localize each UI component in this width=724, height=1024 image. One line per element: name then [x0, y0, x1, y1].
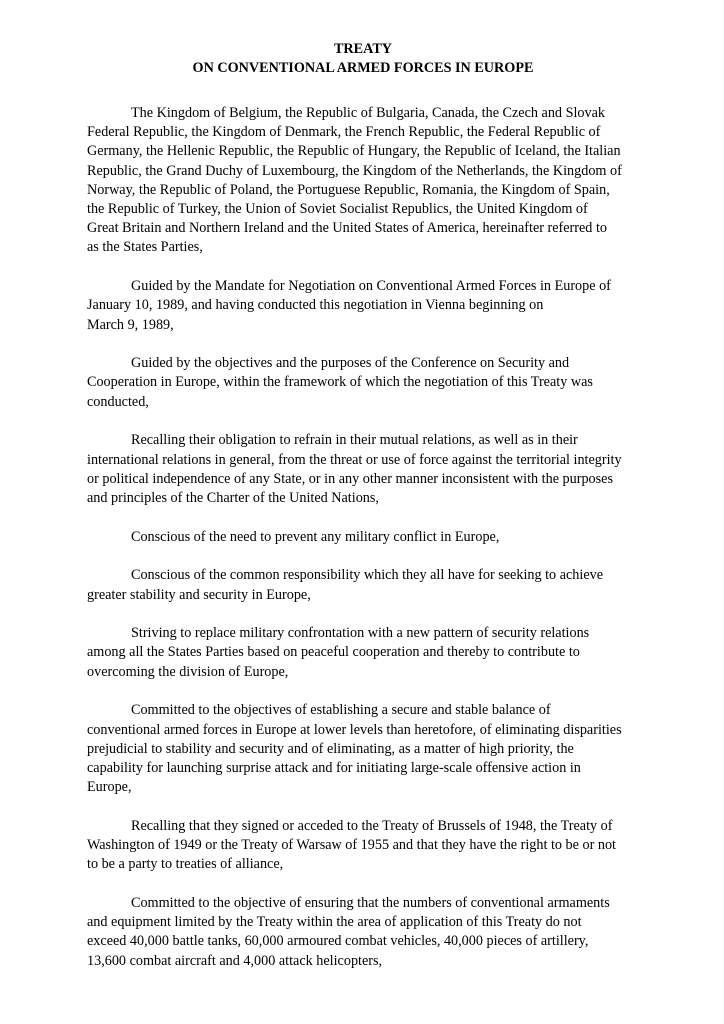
paragraph-line: international relations in general, from the threat or use of force against the territorial integrity [87, 451, 622, 468]
paragraph-line: conventional armed forces in Europe at lower levels than heretofore, of eliminating disparities [87, 721, 622, 738]
paragraph-line: Striving to replace military confrontation with a new pattern of security relations [131, 625, 590, 642]
paragraph [87, 354, 639, 412]
paragraph-line: Germany, the Hellenic Republic, the Republic of Hungary, the Republic of Iceland, the Italian [87, 143, 621, 160]
paragraph-line: Recalling their obligation to refrain in their mutual relations, as well as in their [131, 432, 578, 449]
paragraph [87, 624, 639, 682]
paragraph-line: Committed to the objective of ensuring that the numbers of conventional armaments [131, 895, 610, 911]
paragraph [87, 277, 639, 335]
paragraph-line: prejudicial to stability and security and of eliminating, as a matter of high priority, the [87, 740, 574, 757]
paragraph [87, 701, 639, 797]
paragraph-line: among all the States Parties based on peaceful cooperation and thereby to contribute to [87, 644, 580, 661]
paragraph [87, 528, 639, 547]
paragraph-line: Federal Republic, the Kingdom of Denmark, the French Republic, the Federal Republic of [87, 124, 601, 141]
paragraph-line: to be a party to treaties of alliance, [87, 856, 284, 873]
paragraph-line: and equipment limited by the Treaty within the area of application of this Treaty do not [87, 914, 582, 931]
paragraph-line: Great Britain and Northern Ireland and the United States of America, hereinafter referred to [87, 220, 607, 237]
paragraph-line: exceed 40,000 battle tanks, 60,000 armoured combat vehicles, 40,000 pieces of artillery, [87, 933, 589, 950]
paragraph-line: Committed to the objectives of establishing a secure and stable balance of [131, 702, 551, 719]
document-title [87, 40, 639, 78]
paragraph-line: The Kingdom of Belgium, the Republic of Bulgaria, Canada, the Czech and Slovak [131, 105, 605, 121]
document-page [87, 40, 639, 990]
paragraph-line: Conscious of the common responsibility which they all have for seeking to achieve [131, 567, 604, 584]
paragraph-line: overcoming the division of Europe, [87, 663, 289, 680]
paragraph-line: Washington of 1949 or the Treaty of Warsaw of 1955 and that they have the right to be or not [87, 837, 616, 854]
document-body [87, 104, 639, 971]
paragraph-line: Guided by the Mandate for Negotiation on Conventional Armed Forces in Europe of [131, 278, 611, 295]
paragraph [87, 817, 639, 875]
paragraph-line: January 10, 1989, and having conducted this negotiation in Vienna beginning on [87, 297, 544, 314]
title-line: TREATY [333, 41, 393, 57]
paragraph [87, 431, 639, 508]
title-line: ON CONVENTIONAL ARMED FORCES IN EUROPE [192, 60, 534, 76]
paragraph-line: and principles of the Charter of the United Nations, [87, 489, 379, 506]
paragraph-line: 13,600 combat aircraft and 4,000 attack helicopters, [87, 952, 383, 969]
paragraph-line: Europe, [87, 779, 132, 796]
paragraph-line: Republic, the Grand Duchy of Luxembourg, the Kingdom of the Netherlands, the Kingdom of [87, 162, 622, 179]
paragraph-line: capability for launching surprise attack and for initiating large-scale offensive action in [87, 759, 581, 776]
paragraph-line: greater stability and security in Europe, [87, 586, 311, 603]
paragraph [87, 894, 639, 971]
paragraph-line: conducted, [87, 393, 149, 410]
paragraph-line: Guided by the objectives and the purposes of the Conference on Security and [131, 355, 570, 372]
paragraph-line: Cooperation in Europe, within the framework of which the negotiation of this Treaty was [87, 374, 593, 391]
paragraph-line: Conscious of the need to prevent any military conflict in Europe, [131, 528, 500, 545]
paragraph [87, 104, 639, 258]
paragraph-line: March 9, 1989, [87, 316, 174, 333]
paragraph [87, 566, 639, 604]
paragraph-line: or political independence of any State, or in any other manner inconsistent with the purposes [87, 470, 613, 487]
paragraph-line: as the States Parties, [87, 239, 203, 256]
paragraph-line: Norway, the Republic of Poland, the Portuguese Republic, Romania, the Kingdom of Spain, [87, 181, 610, 198]
paragraph-line: the Republic of Turkey, the Union of Soviet Socialist Republics, the United Kingdom of [87, 201, 588, 218]
paragraph-line: Recalling that they signed or acceded to the Treaty of Brussels of 1948, the Treaty of [131, 817, 613, 834]
